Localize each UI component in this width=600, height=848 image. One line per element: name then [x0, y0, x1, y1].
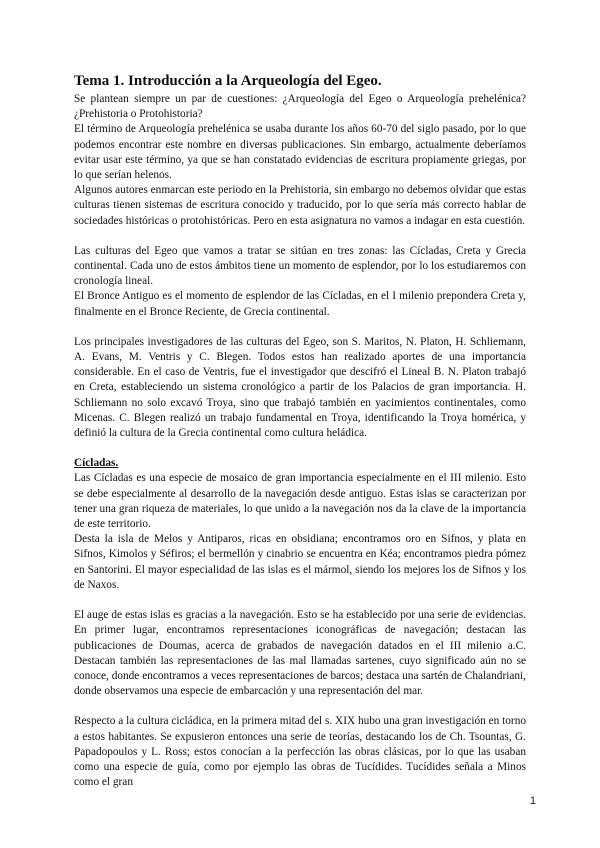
paragraph-mosaico: Las Cícladas es una especie de mosaico de gran importancia especialmente en el III milenio. Esto se debe especialmente al desarrollo de la navegación desde antiguo. Estas islas se caracterizan por tener una gran riqueza de materiales, lo que unido a la navegación nos da la clave de la importancia de este territorio. — [74, 472, 526, 531]
spacer — [74, 699, 526, 714]
paragraph-navegacion: El auge de estas islas es gracias a la navegación. Esto se ha establecido por una serie de evidencias. En primer lugar, encontramos representaciones iconográficas de navegación; destacan las publicaciones de Doumas, acerca de grabados de navegación datados en el III milenio a.C. Destacan también las representaciones de las mal llamadas sartenes, cuyo significado aún no se conoce, donde encontramos a veces representaciones de barcos; destaca una sartén de Chalandriani, donde observamos una especie de embarcación y una representación del mar. — [74, 609, 526, 698]
spacer — [74, 593, 526, 608]
spacer — [74, 229, 526, 244]
spacer — [74, 441, 526, 456]
paragraph-prehelenica: El término de Arqueología prehelénica se usaba durante los años 60-70 del siglo pasado, por lo que podemos encontrar este nombre en diversas publicaciones. Sin embargo, actualmente deberíamos evitar usar este término, ya que se han constatado evidencias de escritura propiamente griegas, por lo que serían helenos. — [74, 123, 526, 182]
section-heading-cicladas: Cícladas. — [74, 457, 119, 470]
paragraph-prehistoria: Algunos autores enmarcan este periodo en la Prehistoria, sin embargo no debemos olvidar que estas culturas tienen sistemas de escritura conocido y traducido, por lo que sería más correcto hablar de sociedades históricas o protohistóricas. Pero en esta asignatura no vamos a indagar en esta cuestión. — [74, 184, 526, 227]
paragraph-questions: Se plantean siempre un par de cuestiones: ¿Arqueología del Egeo o Arqueología prehelénica? ¿Prehistoria o Protohistoria? — [74, 93, 526, 121]
page-title: Tema 1. Introducción a la Arqueología del Egeo. — [74, 73, 382, 89]
paragraph-zonas: Las culturas del Egeo que vamos a tratar se sitúan en tres zonas: las Cícladas, Creta y Grecia continental. Cada uno de estos ámbitos tiene un momento de esplendor, por lo los estudiaremos con cronología lineal. — [74, 244, 526, 288]
page-number: 1 — [529, 795, 536, 807]
paragraph-investigadores: Los principales investigadores de las culturas del Egeo, son S. Maritos, N. Platon, H. Schliemann, A. Evans, M. Ventris y C. Blegen. Todos estos han realizado aportes de una importancia considerable. En el caso de Ventris, fue el investigador que descifró el Lineal B. N. Platon trabajó en Creta, estableciendo un sistema cronológico a partir de los Palacios de gran importancia. H. Schliemann no solo excavó Troya, sino que trabajó también en yacimientos continentales, como Micenas. C. Blegen realizó un trabajo fundamental en Troya, identificando la Troya homérica, y definió la cultura de la Grecia continental como cultura heládica. — [74, 335, 526, 440]
page-content — [74, 72, 526, 790]
paragraph-materiales: Desta la isla de Melos y Antiparos, ricas en obsidiana; encontramos oro en Sifnos, y plata en Sifnos, Kimolos y Séfiros; el bermellón y cinabrio se encuentra en Kéa; encontramos piedra pómez en Santorini. El mayor especialidad de las islas es el mármol, siendo los mejores los de Sifnos y los de Naxos. — [74, 533, 526, 591]
paragraph-bronce: El Bronce Antiguo es el momento de esplendor de las Cícladas, en el I milenio prepondera Creta y, finalmente en el Bronce Reciente, de Grecia continental. — [74, 290, 526, 318]
paragraph-cultura-cicladica: Respecto a la cultura cicládica, en la primera mitad del s. XIX hubo una gran investigación en torno a estos habitantes. Se expusieron entonces una serie de teorías, destacando los de Ch. Tsountas, G. Papadopoulos y L. Ross; estos conocían a la perfección las obras clásicas, por lo que las usaban como una especie de guía, como por ejemplo las obras de Tucídides. Tucídides señala a Minos como el gran — [74, 715, 526, 789]
spacer — [74, 320, 526, 335]
